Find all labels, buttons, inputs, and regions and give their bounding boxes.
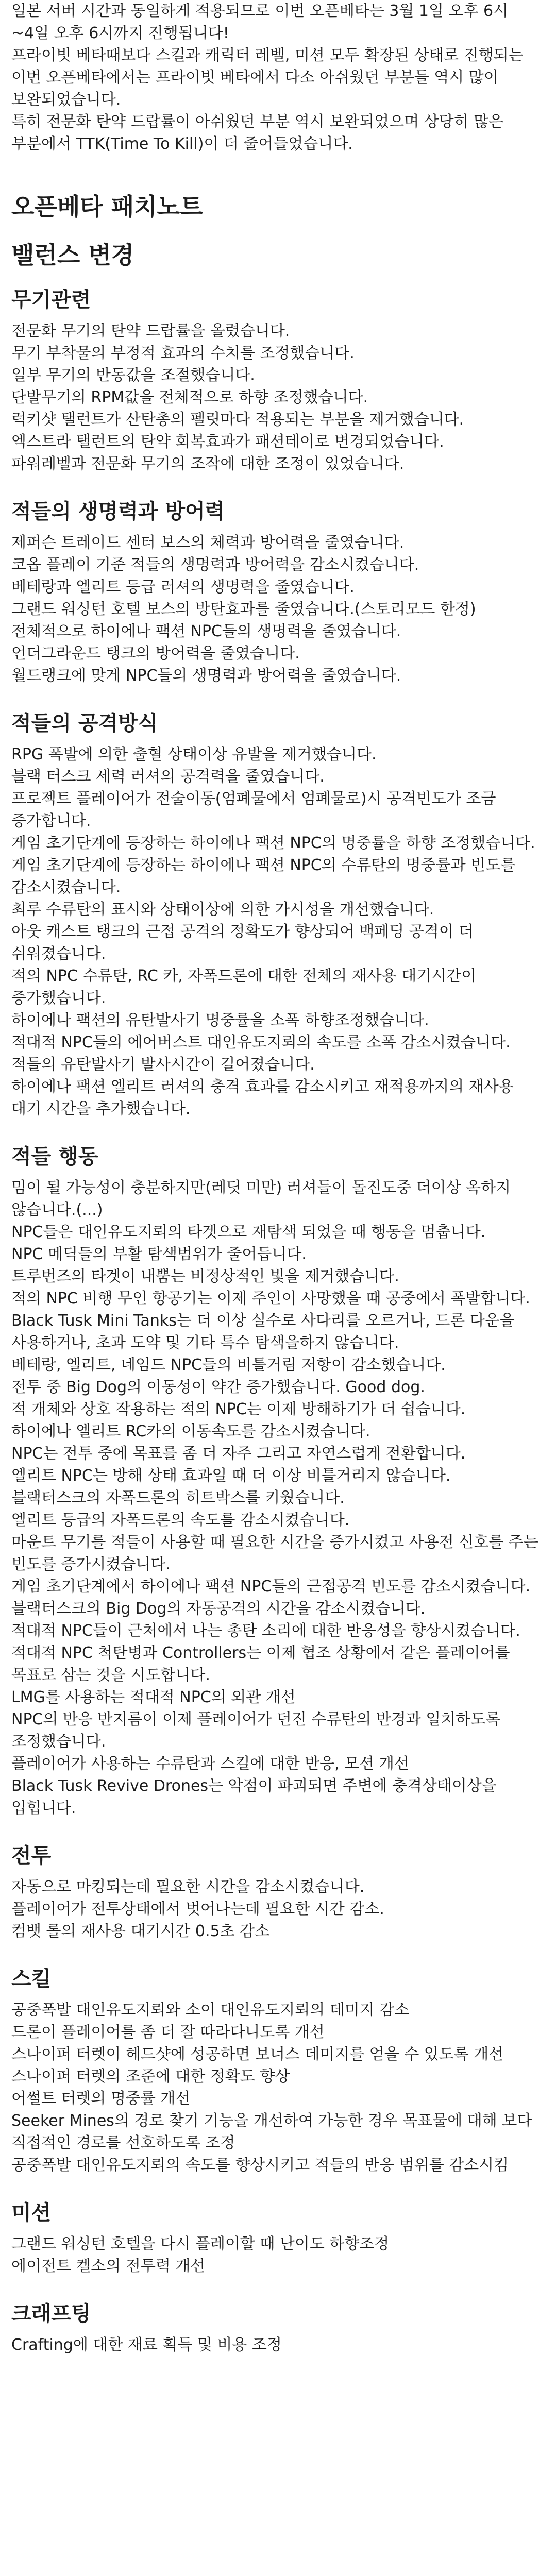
patch-note-item: 적대적 NPC들이 근처에서 나는 총탄 소리에 대한 반응성을 향상시켰습니다. <box>11 1622 520 1640</box>
patch-note-item: NPC의 반응 반지름이 이제 플레이어가 던진 수류탄의 반경과 일치하도록 조정했습니다. <box>11 1710 501 1751</box>
patch-note-item: 전문화 무기의 탄약 드랍률을 올렸습니다. <box>11 322 290 340</box>
patch-note-item: 베테랑, 엘리트, 네임드 NPC들의 비틀거림 저항이 감소했습니다. <box>11 1356 446 1374</box>
patch-note-item: 엘리트 등급의 자폭드론의 속도를 감소시켰습니다. <box>11 1511 350 1529</box>
section-heading: 크래프팅 <box>11 2302 91 2326</box>
section-heading: 적들의 생명력과 방어력 <box>11 500 225 523</box>
patch-note-item: 엑스트라 탤런트의 탄약 회복효과가 패션테이로 변경되었습니다. <box>11 433 444 451</box>
patch-note-item: Crafting에 대한 재료 획득 및 비용 조정 <box>11 2336 282 2354</box>
patch-note-item: 플레이어가 사용하는 수류탄과 스킬에 대한 반응, 모션 개선 <box>11 1755 409 1773</box>
balance-title: 밸런스 변경 <box>11 241 134 269</box>
balance-sections <box>11 286 545 2356</box>
patch-note-item: 일부 무기의 반동값을 조절했습니다. <box>11 366 255 384</box>
patch-note-item: 월드랭크에 맞게 NPC들의 생명력과 방어력을 줄였습니다. <box>11 667 401 685</box>
patchnotes-title: 오픈베타 패치노트 <box>11 193 203 221</box>
section-heading: 적들의 공격방식 <box>11 711 158 735</box>
patch-note-item: 언더그라운드 탱크의 방어력을 줄였습니다. <box>11 645 300 663</box>
section-block <box>11 286 545 475</box>
section-heading: 적들 행동 <box>11 1145 98 1168</box>
patch-note-item: 게임 초기단계에서 하이에나 팩션 NPC들의 근접공격 빈도를 감소시켰습니다. <box>11 1578 531 1596</box>
section-block <box>11 709 545 1120</box>
section-block <box>11 498 545 687</box>
patch-note-item: 게임 초기단계에 등장하는 하이에나 팩션 NPC의 수류탄의 명중률과 빈도를 감소시켰습니다. <box>11 856 516 896</box>
patch-note-item: Black Tusk Mini Tanks는 더 이상 실수로 사다리를 오르거나, 드론 다운을 사용하거나, 초과 도약 및 기타 특수 탐색을하지 않습니다. <box>11 1312 515 1352</box>
patch-note-item: 베테랑과 엘리트 등급 러셔의 생명력을 줄였습니다. <box>11 578 355 596</box>
patch-note-item: 게임 초기단계에 등장하는 하이에나 팩션 NPC의 명중률을 하향 조정했습니다. <box>11 834 535 852</box>
patch-note-item: Black Tusk Revive Drones는 악점이 파괴되면 주변에 충격상태이상을 입힙니다. <box>11 1777 497 1817</box>
intro-paragraph: 프라이빗 베타때보다 스킬과 캐릭터 레벨, 미션 모두 확장된 상태로 진행되는 이번 오픈베타에서는 프라이빗 베타에서 다소 아쉬웠던 부분들 역시 많이 보완되었습니다. <box>11 46 524 109</box>
patch-note-item: 스나이퍼 터렛의 조준에 대한 정확도 향상 <box>11 2067 290 2086</box>
patch-note-item: 플레이어가 전투상태에서 벗어나는데 필요한 시간 감소. <box>11 1900 384 1918</box>
patch-note-item: 마운트 무기를 적들이 사용할 때 필요한 시간을 증가시켰고 사용전 신호를 주는 빈도를 증가시켰습니다. <box>11 1533 538 1573</box>
patch-note-item: 아웃 캐스트 탱크의 근접 공격의 정확도가 향상되어 백페딩 공격이 더 쉬워졌습니다. <box>11 923 474 963</box>
patch-note-item: 무기 부착물의 부정적 효과의 수치를 조정했습니다. <box>11 344 355 362</box>
section-heading: 전투 <box>11 1844 52 1868</box>
patch-note-item: NPC들은 대인유도지뢰의 타겟으로 재탐색 되었을 때 행동을 멈춥니다. <box>11 1223 486 1241</box>
patch-note-item: 파워레벨과 전문화 무기의 조작에 대한 조정이 있었습니다. <box>11 455 405 473</box>
patch-note-item: 코옵 플레이 기준 적들의 생명력과 방어력을 감소시켰습니다. <box>11 556 419 574</box>
patch-note-item: 드론이 플레이어를 좀 더 잘 따라다니도록 개선 <box>11 2023 325 2041</box>
patch-note-item: LMG를 사용하는 적대적 NPC의 외관 개선 <box>11 1688 296 1706</box>
patch-note-item: 어썰트 터렛의 명중률 개선 <box>11 2090 191 2108</box>
section-block <box>11 2300 545 2356</box>
patch-note-item: 적대적 NPC들의 에어버스트 대인유도지뢰의 속도를 소폭 감소시켰습니다. <box>11 1033 511 1052</box>
intro-paragraph: 특히 전문화 탄약 드랍률이 아쉬웠던 부분 역시 보완되었으며 상당히 많은 부분에서 TTK(Time To Kill)이 더 줄어들었습니다. <box>11 113 504 153</box>
patch-note-item: 최루 수류탄의 표시와 상태이상에 의한 가시성을 개선했습니다. <box>11 901 434 919</box>
patch-note-item: 적들의 유탄발사기 발사시간이 길어졌습니다. <box>11 1056 315 1074</box>
patch-note-item: NPC는 전투 중에 목표를 좀 더 자주 그리고 자연스럽게 전환합니다. <box>11 1445 466 1463</box>
patch-note-item: 제퍼슨 트레이드 센터 보스의 체력과 방어력을 줄였습니다. <box>11 534 405 552</box>
patch-note-item: 하이에나 엘리트 RC카의 이동속도를 감소시켰습니다. <box>11 1422 370 1440</box>
patch-note-item: 럭키샷 탤런트가 산탄총의 펠릿마다 적용되는 부분을 제거했습니다. <box>11 411 464 429</box>
patch-note-item: 블랙터스크의 Big Dog의 자동공격의 시간을 감소시켰습니다. <box>11 1600 426 1618</box>
patch-note-item: 블랙 터스크 세력 러셔의 공격력을 줄였습니다. <box>11 768 325 786</box>
patch-note-item: 에이전트 켈소의 전투력 개선 <box>11 2257 206 2275</box>
patch-note-item: Seeker Mines의 경로 찾기 기능을 개선하여 가능한 경우 목표물에 대해 보다 직접적인 경로를 선호하도록 조정 <box>11 2112 532 2152</box>
intro-paragraph: 일본 서버 시간과 동일하게 적용되므로 이번 오픈베타는 3월 1일 오후 6시 ~4일 오후 6시까지 진행됩니다! <box>11 2 509 42</box>
patch-note-item: 전투 중 Big Dog의 이동성이 약간 증가했습니다. Good dog. <box>11 1378 425 1396</box>
section-heading: 스킬 <box>11 1967 52 1991</box>
patch-note-item: 하이에나 팩션 엘리트 러셔의 충격 효과를 감소시키고 재적용까지의 재사용 대기 시간을 추가했습니다. <box>11 1078 514 1118</box>
patch-note-item: 트루번즈의 타겟이 내뿜는 비정상적인 빛을 제거했습니다. <box>11 1267 399 1285</box>
patch-note-item: 단발무기의 RPM값을 전체적으로 하향 조정했습니다. <box>11 388 368 406</box>
patch-note-item: 컴뱃 롤의 재사용 대기시간 0.5초 감소 <box>11 1922 270 1940</box>
patch-note-item: 적 개체와 상호 작용하는 적의 NPC는 이제 방해하기가 더 쉽습니다. <box>11 1400 466 1418</box>
patch-note-item: 자동으로 마킹되는데 필요한 시간을 감소시켰습니다. <box>11 1878 365 1896</box>
section-block <box>11 1143 545 1819</box>
patch-note-item: RPG 폭발에 의한 출혈 상태이상 유발을 제거했습니다. <box>11 745 377 764</box>
patch-note-item: 블랙터스크의 자폭드론의 히트박스를 키웠습니다. <box>11 1489 345 1507</box>
section-block <box>11 2199 545 2277</box>
patch-note-item: 그랜드 워싱턴 호텔 보스의 방탄효과를 줄였습니다.(스토리모드 한정) <box>11 600 476 618</box>
patch-note-item: 밈이 될 가능성이 충분하지만(레딧 미만) 러셔들이 돌진도중 더이상 옥하지 않습니다.(...) <box>11 1179 511 1219</box>
patch-note-item: 스나이퍼 터렛이 헤드샷에 성공하면 보너스 데미지를 얻을 수 있도록 개선 <box>11 2045 504 2063</box>
patch-note-item: 엘리트 NPC는 방해 상태 효과일 때 더 이상 비틀거리지 않습니다. <box>11 1467 451 1485</box>
patch-note-item: 적의 NPC 비행 무인 항공기는 이제 주인이 사망했을 때 공중에서 폭발합니다. <box>11 1290 530 1308</box>
patch-note-item: 공중폭발 대인유도지뢰의 속도를 향상시키고 적들의 반응 범위를 감소시킴 <box>11 2156 509 2174</box>
patch-note-item: 그랜드 워싱턴 호텔을 다시 플레이할 때 난이도 하향조정 <box>11 2235 390 2253</box>
section-block <box>11 1965 545 2176</box>
section-block <box>11 1842 545 1942</box>
patch-note-item: 전체적으로 하이에나 팩션 NPC들의 생명력을 줄였습니다. <box>11 622 401 640</box>
section-heading: 무기관련 <box>11 288 91 312</box>
section-heading: 미션 <box>11 2201 52 2225</box>
patch-note-item: 하이에나 팩션의 유탄발사기 명중률을 소폭 하향조정했습니다. <box>11 1011 429 1029</box>
patch-note-item: 공중폭발 대인유도지뢰와 소이 대인유도지뢰의 데미지 감소 <box>11 2001 410 2019</box>
patch-note-item: NPC 메딕들의 부활 탐색범위가 줄어듭니다. <box>11 1245 307 1263</box>
patch-note-item: 프로젝트 플레이어가 전술이동(엄폐물에서 엄폐물로)시 공격빈도가 조금 증가합니다. <box>11 790 496 830</box>
intro-section <box>11 0 545 155</box>
patch-note-item: 적의 NPC 수류탄, RC 카, 자폭드론에 대한 전체의 재사용 대기시간이 증가했습니다. <box>11 967 477 1007</box>
patch-note-item: 적대적 NPC 척탄병과 Controllers는 이제 협조 상황에서 같은 플레이어를 목표로 삼는 것을 시도합니다. <box>11 1644 510 1684</box>
